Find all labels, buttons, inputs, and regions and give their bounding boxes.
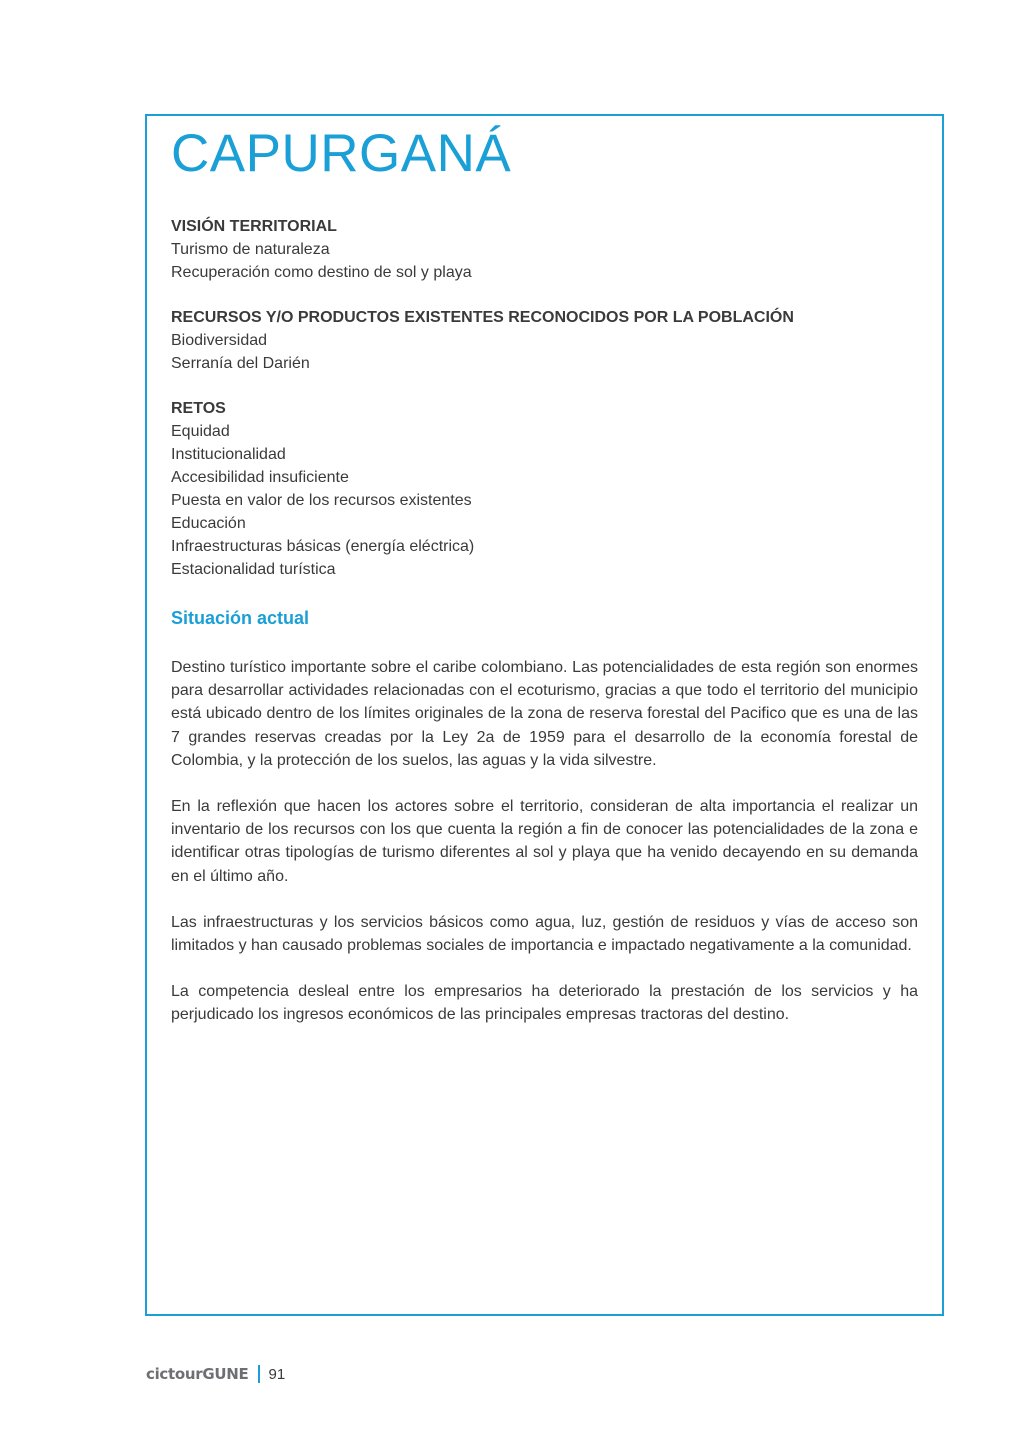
paragraph: Las infraestructuras y los servicios básicos como agua, luz, gestión de residuos y vías de acceso son limitados y han causado problemas sociales de importancia e impactado negativamente a la comunidad. <box>171 913 918 955</box>
retos-heading: RETOS <box>171 400 226 417</box>
list-item: Estacionalidad turística <box>171 561 336 578</box>
footer-divider <box>258 1365 260 1383</box>
situacion-section <box>171 605 918 1027</box>
page-number: 91 <box>268 1365 286 1383</box>
paragraph: La competencia desleal entre los empresarios ha deteriorado la prestación de los servicios y ha perjudicado los ingresos económicos de las principales empresas tractoras del destino. <box>171 983 918 1024</box>
list-item: Recuperación como destino de sol y playa <box>171 264 472 281</box>
vision-section <box>171 215 918 284</box>
recursos-section <box>171 306 918 375</box>
list-item: Equidad <box>171 423 230 440</box>
list-item: Serranía del Darién <box>171 355 310 372</box>
list-item: Turismo de naturaleza <box>171 241 330 258</box>
vision-heading: VISIÓN TERRITORIAL <box>171 218 337 235</box>
list-item: Infraestructuras básicas (energía eléctrica) <box>171 538 475 555</box>
page-title: CAPURGANÁ <box>171 124 512 183</box>
page-footer <box>146 1362 285 1386</box>
list-item: Puesta en valor de los recursos existentes <box>171 492 472 509</box>
list-item: Biodiversidad <box>171 332 268 349</box>
page-content <box>171 122 918 1027</box>
list-item: Educación <box>171 515 246 532</box>
list-item: Accesibilidad insuficiente <box>171 469 349 486</box>
recursos-heading: RECURSOS Y/O PRODUCTOS EXISTENTES RECONOCIDOS POR LA POBLACIÓN <box>171 309 794 326</box>
situacion-heading: Situación actual <box>171 608 310 628</box>
paragraph: En la reflexión que hacen los actores sobre el territorio, consideran de alta importancia el realizar un inventario de los recursos con los que cuenta la región a fin de conocer las potencialidades de la zona e identificar otras tipologías de turismo diferentes al sol y playa que ha venido decayendo en su demanda en el último año. <box>171 798 918 885</box>
cictourgune-logo: cictourGUNE <box>146 1365 249 1383</box>
list-item: Institucionalidad <box>171 446 286 463</box>
paragraph: Destino turístico importante sobre el caribe colombiano. Las potencialidades de esta región son enormes para desarrollar actividades relacionadas con el ecoturismo, gracias a que todo el territorio del municipio está ubicado dentro de los límites originales de la zona de reserva forestal del Pacifico que es una de las 7 grandes reservas creadas por la Ley 2a de 1959 para el desarrollo de la economía forestal de Colombia, y la protección de los suelos, las aguas y la vida silvestre. <box>171 659 918 769</box>
retos-section <box>171 397 918 581</box>
